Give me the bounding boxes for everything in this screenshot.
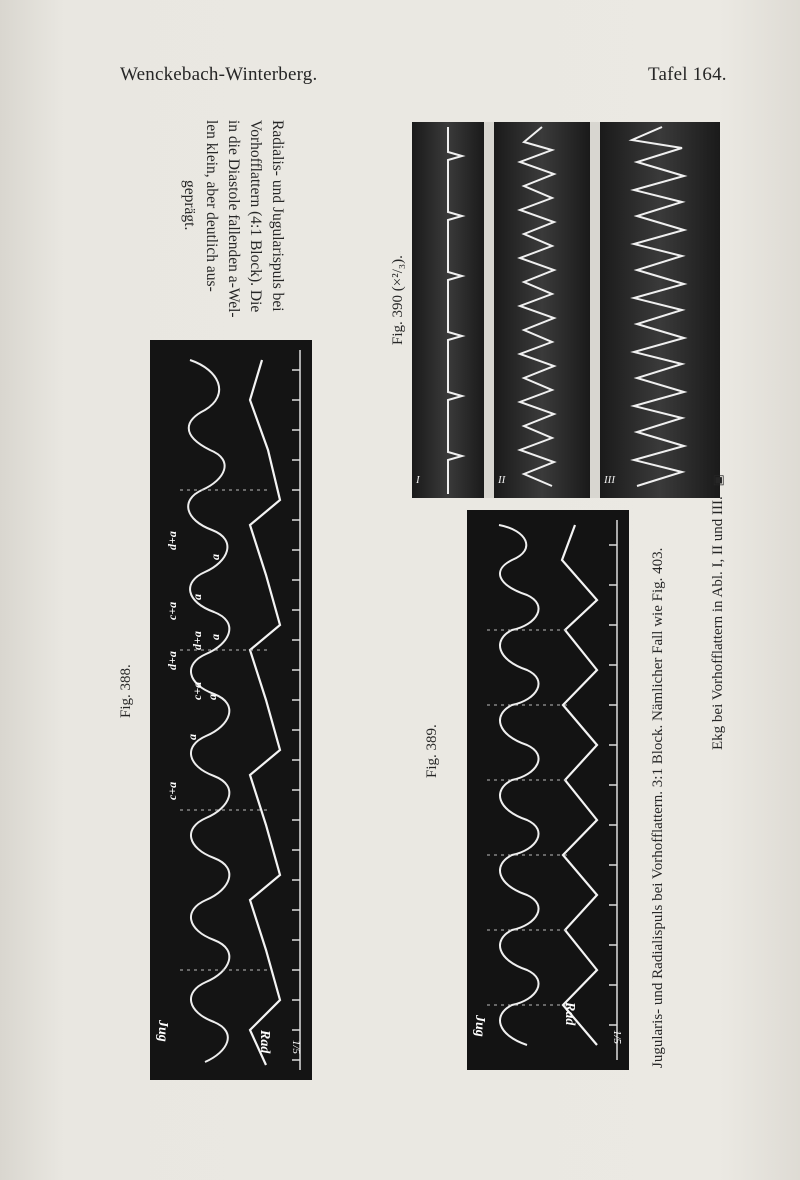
fig388-caption [178,120,288,318]
fig390-lead-label: III [604,474,615,486]
fig388-annotation: d+a [165,651,179,670]
fig390-caption [710,474,727,750]
fig389-label-rad: Rad [562,1002,577,1026]
fig390-ecg-image [412,122,720,498]
fig388-label-rad: Rad [257,1030,272,1054]
copyright-icon: ▣ [710,474,725,487]
fig388-caption-line: Radialis- und Jugularispuls bei [269,120,286,312]
fig388-annotation: a [208,634,222,640]
fig388-annotation: a [208,554,222,560]
fig388-trace-svg [150,340,312,1080]
fig388-annotation: a [190,594,204,600]
fig388-annotation: c+a [165,781,179,800]
fig388-label-time: 1/5 [290,1040,302,1055]
fig389-label: Fig. 389. [424,724,440,778]
fig388-caption-line: in die Diastole fallenden a-Wel- [225,120,242,318]
fig388-label-jug: Jug [155,1020,170,1042]
fig388-annotation: c+a [165,601,179,620]
fig388-trace-image [150,340,312,1080]
fig388-caption-line: Vorhofflattern (4:1 Block). Die [247,120,264,313]
fig388-annotation: d+a [165,531,179,550]
running-header-right: Tafel 164. [648,64,727,85]
fig390-lead-label: I [416,474,420,486]
fig390-label: Fig. 390 (×²/₃). [390,255,406,345]
fig389-trace-svg [467,510,629,1070]
fig390-ecg-svg [412,122,720,498]
fig390-lead-label: II [498,474,506,486]
fig388-annotation: c+a [190,681,204,700]
fig388-caption-line: geprägt. [181,180,198,231]
fig388-annotation: a [205,694,219,700]
fig388-caption-line: len klein, aber deutlich aus- [203,120,220,292]
fig388-label: Fig. 388. [118,664,134,718]
fig388-annotation: d+a [190,631,204,650]
fig389-trace-image [467,510,629,1070]
running-header-left: Wenckebach-Winterberg. [120,64,318,85]
fig389-label-jug: Jug [472,1015,487,1037]
fig388-annotation: a [185,734,199,740]
fig390-caption-text: Ekg bei Vorhofflattern in Abl. I, II und III. [710,496,726,750]
fig389-label-time: 1/5 [611,1030,623,1045]
fig389-caption: Jugularis- und Radialispuls bei Vorhofflattern. 3:1 Block. Nämlicher Fall wie Fig. 403. [650,547,666,1068]
